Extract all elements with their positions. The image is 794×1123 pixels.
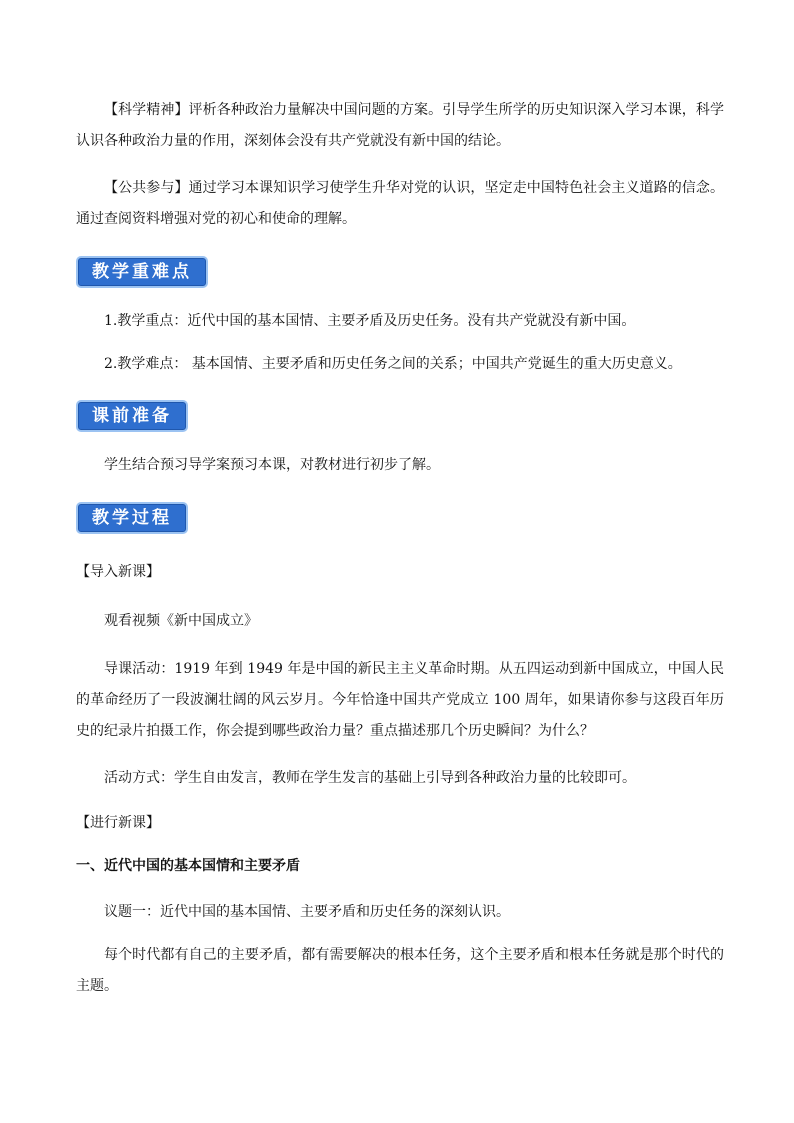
intro-label: 【导入新课】 xyxy=(76,564,160,580)
topic-1: 议题一：近代中国的基本国情、主要矛盾和历史任务的深刻认识。 xyxy=(104,904,510,920)
method-text: 活动方式：学生自由发言，教师在学生发言的基础上引导到各种政治力量的比较即可。 xyxy=(104,770,636,786)
objective-science-spirit: 【科学精神】评析各种政治力量解决中国问题的方案。引导学生所学的历史知识深入学习本课，科学认识各种政治力量的作用，深刻体会没有共产党就没有新中国的结论。 xyxy=(76,102,724,149)
new-lesson-label: 【进行新课】 xyxy=(76,815,160,831)
key-point-2: 2.教学难点： 基本国情、主要矛盾和历史任务之间的关系；中国共产党诞生的重大历史意义。 xyxy=(104,356,682,372)
section-1-title: 一、近代中国的基本国情和主要矛盾 xyxy=(76,858,300,874)
activity-text: 导课活动：1919 年到 1949 年是中国的新民主主义革命时期。从五四运动到新中国成立，中国人民的革命经历了一段波澜壮阔的风云岁月。今年恰逢中国共产党成立 100 周年，如果请你参与这段百年历史的纪录片拍摄工作，你会提到哪些政治力量？重点描述那几个历史瞬间？为什么？ xyxy=(76,661,724,739)
heading-process: 教学过程 xyxy=(76,502,188,534)
heading-key-points: 教学重难点 xyxy=(76,256,208,288)
video-text: 观看视频《新中国成立》 xyxy=(104,613,258,629)
heading-preparation: 课前准备 xyxy=(76,400,188,432)
objective-public-participation: 【公共参与】通过学习本课知识学习使学生升华对党的认识，坚定走中国特色社会主义道路的信念。通过查阅资料增强对党的初心和使命的理解。 xyxy=(76,180,724,227)
topic-1-text: 每个时代都有自己的主要矛盾，都有需要解决的根本任务，这个主要矛盾和根本任务就是那个时代的主题。 xyxy=(76,947,724,994)
key-point-1: 1.教学重点：近代中国的基本国情、主要矛盾及历史任务。没有共产党就没有新中国。 xyxy=(104,313,636,329)
preparation-text: 学生结合预习导学案预习本课，对教材进行初步了解。 xyxy=(104,457,440,473)
